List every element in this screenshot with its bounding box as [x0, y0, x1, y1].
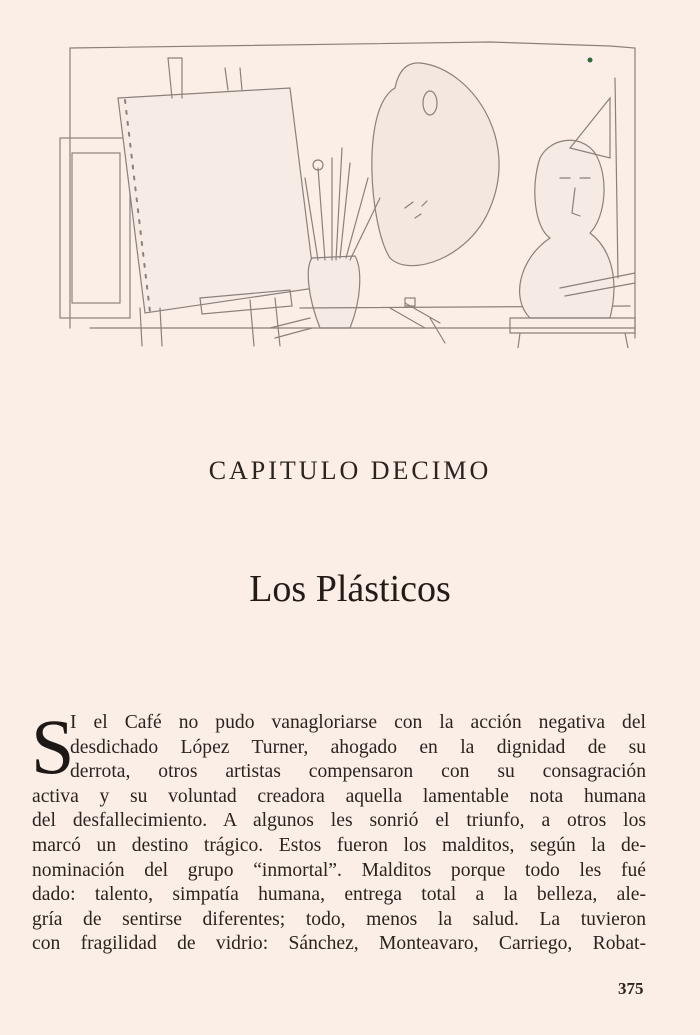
- text-line: gría de sentirse diferentes; todo, menos la salud. La tuvieron: [32, 908, 646, 930]
- text-line: desdichado López Turner, ahogado en la dignidad de su: [70, 736, 646, 758]
- text-line: del desfallecimiento. A algunos les sonrió el triunfo, a otros los: [32, 810, 646, 832]
- text-line: activa y su voluntad creadora aquella lamentable nota humana: [32, 785, 646, 807]
- text-line: derrota, otros artistas compensaron con su consagración: [70, 761, 646, 783]
- text-line: I el Café no pudo vanagloriarse con la acción negativa del: [70, 712, 646, 733]
- studio-illustration: [50, 28, 645, 348]
- drop-cap: S: [31, 703, 75, 790]
- text-line: nominación del grupo “inmortal”. Malditos porque todo les fué: [32, 859, 646, 881]
- sketch-image: [50, 28, 645, 348]
- text-line: dado: talento, simpatía humana, entrega total a la belleza, ale-: [32, 884, 646, 906]
- body-paragraph: [31, 703, 646, 957]
- text-line: con fragilidad de vidrio: Sánchez, Monteavaro, Carriego, Robat-: [32, 933, 646, 955]
- page-number: 375: [618, 979, 644, 998]
- chapter-label: CAPITULO DECIMO: [208, 456, 492, 485]
- chapter-title: Los Plásticos: [249, 568, 451, 610]
- text-line: marcó un destino trágico. Estos fueron los malditos, según la de-: [32, 834, 646, 856]
